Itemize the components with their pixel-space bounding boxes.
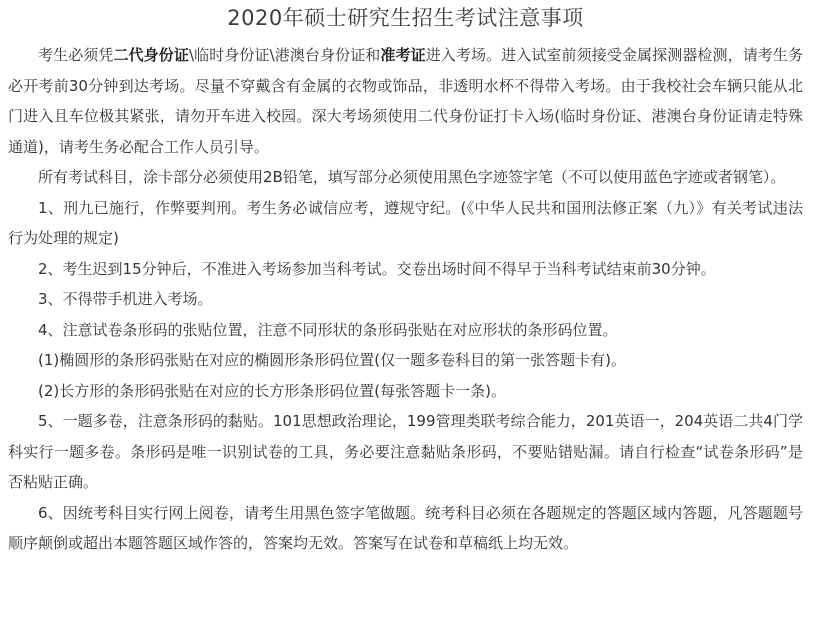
paragraph-rule-4-1: (1)椭圆形的条形码张贴在对应的椭圆形条形码位置(仅一题多卷科目的第一张答题卡有)。 [38,351,626,369]
paragraph-rule-6: 6、因统考科目实行网上阅卷，请考生用黑色签字笔做题。统考科目必须在各题规定的答题区域内答题，凡答题题号顺序颠倒或超出本题答题区域作答的，答案均无效。答案写在试卷和草稿纸上均无效。 [8,503,803,552]
intro-bold-admission-ticket: 准考证 [380,46,426,64]
intro-text-2: \临时身份证\港澳台身份证和 [188,46,381,64]
intro-text-3: 进入考场。进入试室前须接受金属探测器检测，请考生务必开考前30分钟到达考场。尽量不穿戴含有金属的衣物或饰品，非透明水杯不得带入考场。由于我校社会车辆只能从北门进入且车位极其紧张，请勿开车进入校园。深大考场须使用二代身份证打卡入场(临时身份证、港澳台身份证请走特殊通道)，请考生务必配合工作人员引导。 [8,46,803,156]
paragraph-pencil-rule: 所有考试科目，涂卡部分必须使用2B铅笔，填写部分必须使用黑色字迹签字笔（不可以使用蓝色字迹或者钢笔）。 [38,168,786,186]
paragraph-rule-4: 4、注意试卷条形码的张贴位置，注意不同形状的条形码张贴在对应形状的条形码位置。 [38,320,618,339]
paragraph-rule-1: 1、刑九已施行，作弊要判刑。考生务必诚信应考，遵规守纪。(《中华人民共和国刑法修正案（九）》有关考试违法行为处理的规定) [8,198,803,247]
intro-bold-id-card: 二代身份证 [113,46,189,64]
paragraph-rule-2: 2、考生迟到15分钟后，不准进入考场参加当科考试。交卷出场时间不得早于当科考试结束前30分钟。 [38,259,716,278]
paragraph-rule-3: 3、不得带手机进入考场。 [38,290,213,308]
intro-paragraph [8,40,803,162]
notice-document [0,6,817,624]
intro-text-1: 考生必须凭 [38,46,114,64]
document-title: 2020年硕士研究生招生考试注意事项 [227,6,584,30]
paragraph-rule-5: 5、一题多卷，注意条形码的黏贴。101思想政治理论，199管理类联考综合能力，201英语一，204英语二共4门学科实行一题多卷。条形码是唯一识别试卷的工具，务必要注意黏贴条形码，不要贴错贴漏。请自行检查“试卷条形码”是否粘贴正确。 [8,412,803,491]
paragraph-rule-4-2: (2)长方形的条形码张贴在对应的长方形条形码位置(每张答题卡一条)。 [38,381,506,400]
